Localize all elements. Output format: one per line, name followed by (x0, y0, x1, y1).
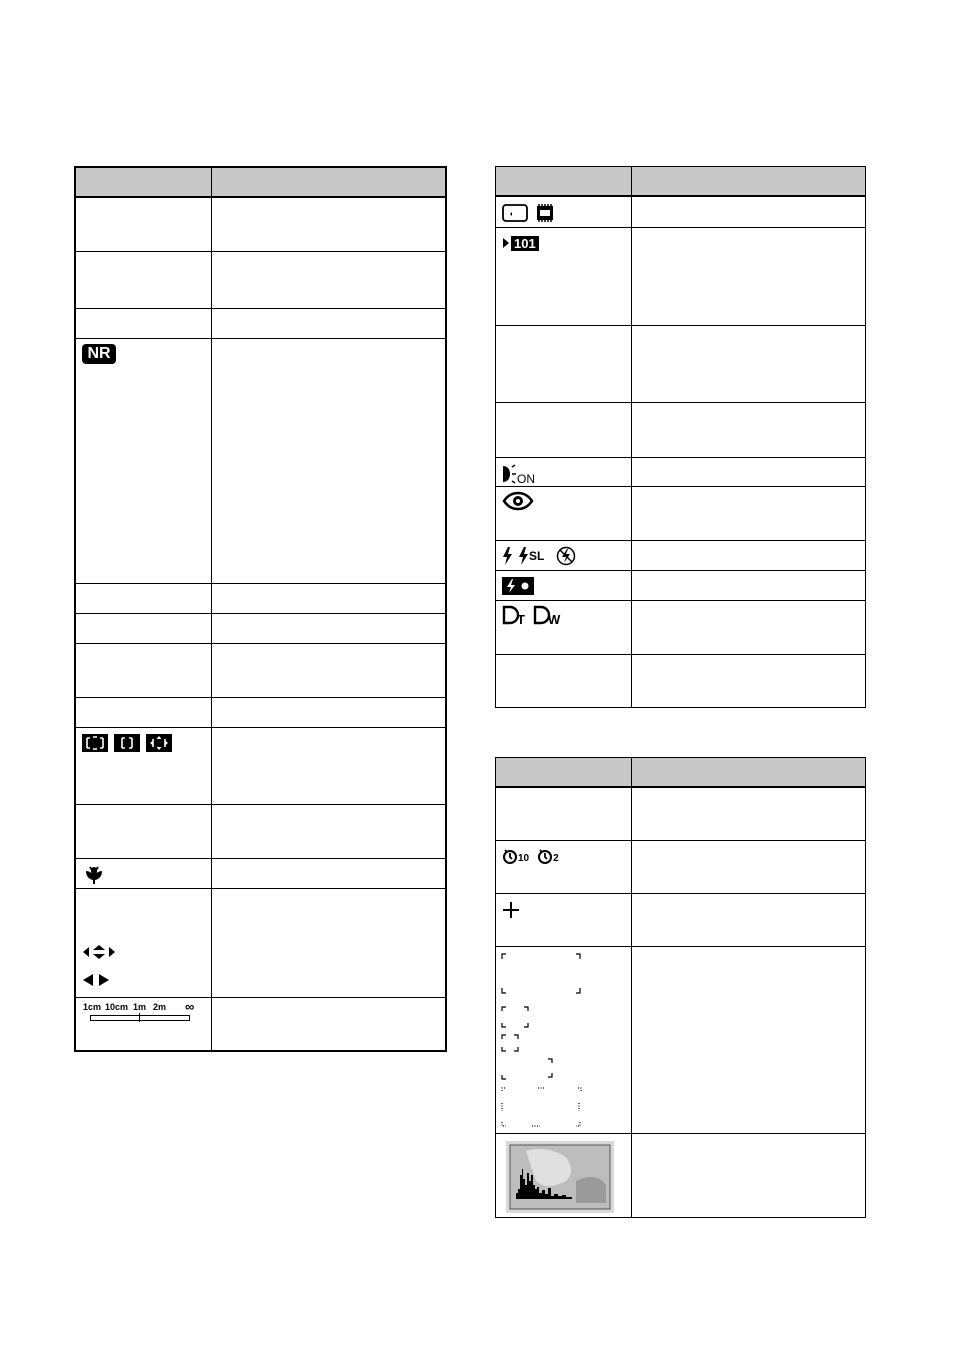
table-row (496, 402, 632, 457)
internal-memory-icon (534, 203, 556, 223)
flash-slow-sync-icon: SL (518, 547, 544, 565)
left-header-col2 (212, 167, 447, 197)
flash-off-icon (556, 546, 576, 566)
table-row (75, 727, 212, 804)
af-range-finder-frames-icon (500, 951, 582, 1129)
table-row (75, 858, 212, 888)
table-row (496, 893, 632, 946)
table-row (496, 457, 632, 486)
table-row (496, 570, 632, 600)
af-illuminator-icon: ON (502, 462, 535, 486)
af-multi-point-icon (82, 734, 108, 752)
recording-folder-icon: 101 (502, 236, 539, 251)
table-row (496, 486, 632, 540)
table-row (75, 804, 212, 858)
table-row (75, 251, 212, 308)
right-bottom-header-col1 (496, 758, 632, 788)
af-flexible-spot-icon (146, 734, 172, 752)
table-row (496, 600, 632, 654)
table-row (496, 946, 632, 1133)
table-row (75, 613, 212, 643)
noise-reduction-icon: NR (82, 344, 116, 364)
zoom-tele-icon: T (502, 605, 525, 627)
table-row (75, 997, 212, 1051)
left-header-col1 (75, 167, 212, 197)
focus-scale-icon: 1cm 10cm 1m 2m ∞ (82, 1002, 198, 1026)
table-row (496, 840, 632, 893)
table-row (75, 308, 212, 338)
memory-card-icon (502, 204, 528, 222)
table-row (496, 787, 632, 840)
left-indicator-table (74, 166, 447, 1052)
right-top-header-col1 (496, 167, 632, 197)
table-row (75, 697, 212, 727)
table-row (75, 197, 212, 251)
histogram-icon (506, 1141, 614, 1213)
red-eye-icon (502, 491, 534, 511)
right-top-indicator-table (495, 166, 866, 708)
macro-icon (82, 863, 106, 885)
table-row (75, 338, 212, 583)
right-bottom-indicator-table (495, 757, 866, 1218)
table-row (496, 325, 632, 402)
self-timer-2-icon: 2 (537, 848, 559, 864)
four-way-arrows-icon (82, 944, 116, 960)
spot-metering-cross-icon (502, 901, 520, 919)
right-top-header-col2 (632, 167, 866, 197)
flash-charging-icon (502, 577, 534, 595)
zoom-wide-icon: W (533, 605, 560, 627)
table-row (496, 540, 632, 570)
table-row (75, 643, 212, 697)
self-timer-10-icon: 10 (502, 848, 529, 864)
right-bottom-header-col2 (632, 758, 866, 788)
af-center-icon (114, 734, 140, 752)
table-row (496, 1133, 632, 1217)
flash-auto-icon (502, 547, 512, 565)
left-right-arrows-icon (82, 973, 110, 987)
table-row (496, 196, 632, 227)
table-row (75, 888, 212, 997)
table-row (496, 654, 632, 707)
table-row (496, 227, 632, 325)
table-row (75, 583, 212, 613)
